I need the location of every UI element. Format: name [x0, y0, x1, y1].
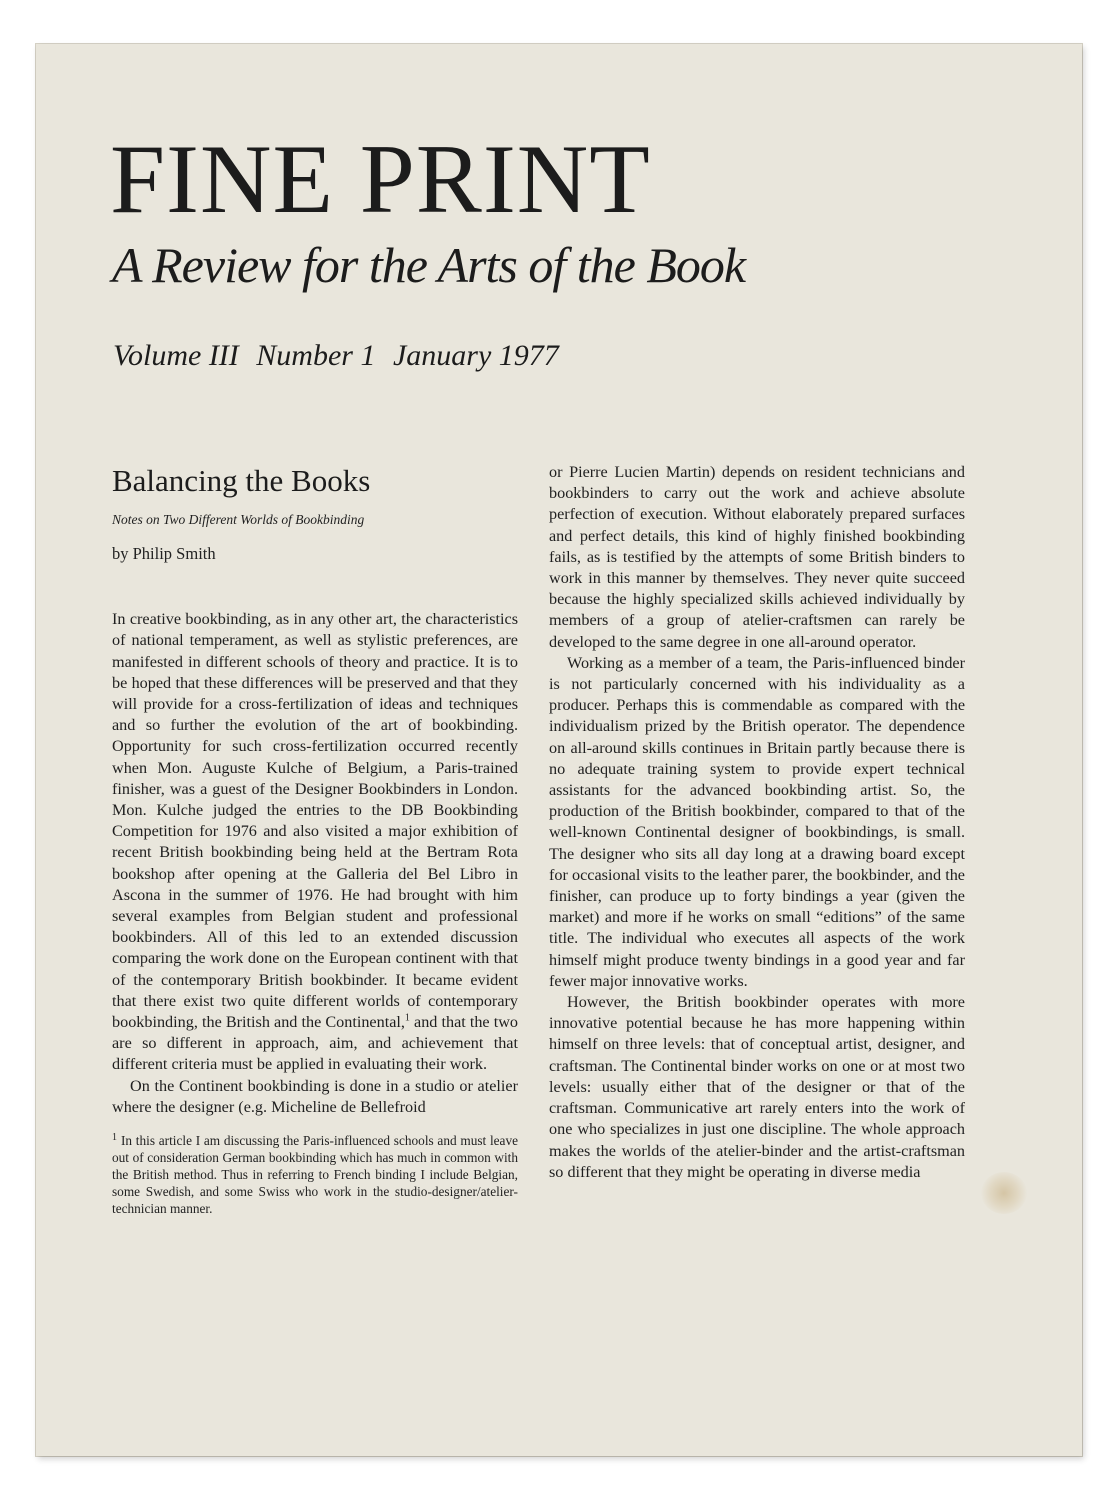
masthead-title: FINE PRINT	[110, 125, 651, 234]
paragraph-text: and that the two are so different in approach, aim, and achievement that different criteria must be applied in evaluating their work.	[112, 1013, 518, 1074]
issue-line	[113, 338, 569, 374]
body-paragraph: However, the British bookbinder operates with more innovative potential because he has more happening within himself on three levels: that of conceptual artist, designer, and craftsman. The Continental binder works on one or at most two levels: usually either that of the designer or that of the craftsman. Communicative art rarely enters into the work of one who specializes in just one discipline. The whole approach makes the worlds of the atelier-binder and the artist-craftsman so different that they might be operating in diverse media	[549, 993, 965, 1181]
body-paragraph: On the Continent bookbinding is done in a studio or atelier where the designer (e.g. Micheline de Bellefroid	[112, 1076, 518, 1116]
article-right-column	[549, 462, 965, 1183]
paragraph-text: In creative bookbinding, as in any other art, the characteristics of national temperament, as well as stylistic preferences, are manifested in different schools of theory and practice. It is to be hoped that these differences will be preserved and that they will provide for a cross-fertilization of ideas and techniques and so further the evolution of the art of bookbinding. Opportunity for such cross-fertilization occurred recently when Mon. Auguste Kulche of Belgium, a Paris-trained finisher, was a guest of the Designer Bookbinders in London. Mon. Kulche judged the entries to the DB Bookbinding Competition for 1976 and also visited a major exhibition of recent British bookbinding being held at the Bertram Rota bookshop after opening at the Galleria del Bel Libro in Ascona in the summer of 1976. He had brought with him several examples from Belgian student and professional bookbinders. All of this led to an extended discussion comparing the work done on the European continent with that of the contemporary British bookbinder. It became evident that there exist two quite different worlds of contemporary bookbinding, the British and the Continental,	[112, 610, 518, 1032]
issue-date: January 1977	[392, 339, 559, 372]
article-deck: Notes on Two Different Worlds of Bookbinding	[112, 512, 365, 528]
body-paragraph: or Pierre Lucien Martin) depends on resident technicians and bookbinders to carry out the work and achieve absolute perfection of execution. Without elaborately prepared surfaces and perfect details, this kind of highly finished bookbinding fails, as is testified by the attempts of some British binders to work in this manner by themselves. They never quite succeed because the highly specialized skills achieved individually by members of a group of atelier-craftsmen can rarely be developed to the same degree in one all-around operator.	[549, 463, 965, 651]
footnote-number: 1	[112, 1131, 117, 1143]
masthead-subtitle: A Review for the Arts of the Book	[112, 237, 746, 293]
footnote-text: In this article I am discussing the Paris-influenced schools and must leave out of consideration German bookbinding which has much in common with the British method. Thus in referring to French binding I include Belgian, some Swedish, and some Swiss who work in the studio-designer/atelier-technician manner.	[112, 1133, 518, 1217]
issue-number: Number 1	[256, 339, 376, 372]
paper-stain	[981, 1172, 1027, 1214]
article-left-column	[112, 462, 518, 1217]
footnote-reference: 1	[404, 1012, 410, 1024]
magazine-cover-page	[36, 44, 1082, 1456]
body-paragraph: Working as a member of a team, the Paris-influenced binder is not particularly concerned with his individuality as a producer. Perhaps this is commendable as compared with the individualism prized by the British operator. The dependence on all-around skills continues in Britain partly because there is no adequate training system to provide expert technical assistants for the advanced bookbinding artist. So, the production of the British bookbinder, compared to that of the well-known Continental designer of bookbindings, is small. The designer who sits all day long at a drawing board except for occasional visits to the leather parer, the bookbinder, and the finisher, can produce up to forty bindings a year (given the market) and more if he works on small “editions” of the same title. The individual who executes all aspects of the work himself might produce twenty bindings in a good year and far fewer major innovative works.	[549, 653, 965, 990]
issue-volume: Volume III	[113, 339, 239, 372]
article-title: Balancing the Books	[112, 463, 371, 498]
footnote	[112, 1132, 518, 1217]
body-paragraph	[112, 609, 518, 1075]
article-byline: by Philip Smith	[112, 543, 216, 563]
